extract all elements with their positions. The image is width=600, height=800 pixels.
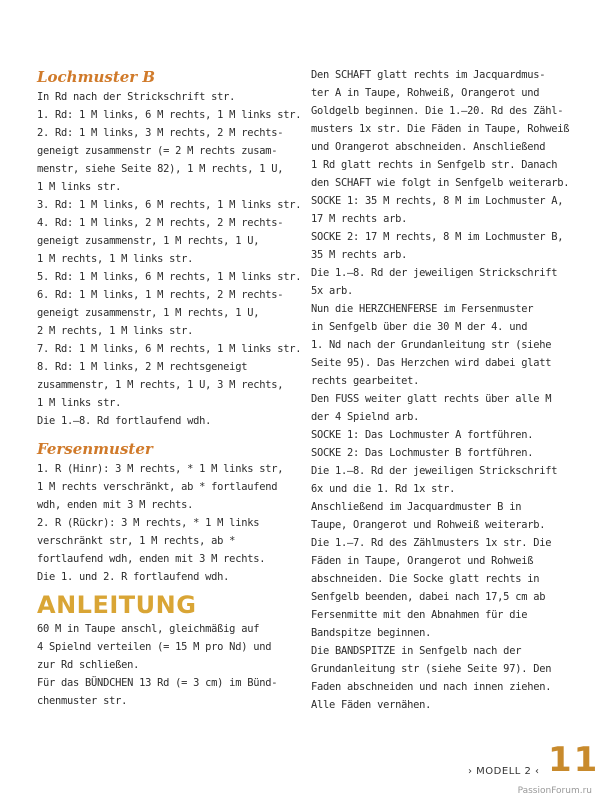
text-line: der 4 Spielnd arb. — [311, 411, 420, 423]
text-line: 60 M in Taupe anschl, gleichmäßig auf — [37, 623, 260, 635]
text-line: 1 Rd glatt rechts in Senfgelb str. Danach — [311, 159, 558, 171]
text-line: abschneiden. Die Socke glatt rechts in — [311, 573, 540, 585]
text-line: geneigt zusammenstr, 1 M rechts, 1 U, — [37, 235, 260, 247]
text-line: wdh, enden mit 3 M rechts. — [37, 499, 194, 511]
text-line: zur Rd schließen. — [37, 659, 140, 671]
text-line: Für das BÜNDCHEN 13 Rd (= 3 cm) im Bünd- — [37, 677, 278, 689]
model-label: › MODELL 2 ‹ — [468, 766, 540, 777]
text-line: In Rd nach der Strickschrift str. — [37, 91, 236, 103]
text-line: Taupe, Orangerot und Rohweiß weiterarb. — [311, 519, 546, 531]
text-line: geneigt zusammenstr, 1 M rechts, 1 U, — [37, 307, 260, 319]
instructions-text — [311, 66, 579, 714]
text-line: Den FUSS weiter glatt rechts über alle M — [311, 393, 552, 405]
text-line: 1. R (Hinr): 3 M rechts, * 1 M links str, — [37, 463, 284, 475]
text-line: Bandspitze beginnen. — [311, 627, 432, 639]
text-line: 4 Spielnd verteilen (= 15 M pro Nd) und — [37, 641, 272, 653]
fersenmuster-heading: Fersenmuster — [37, 440, 153, 458]
text-line: ter A in Taupe, Rohweiß, Orangerot und — [311, 87, 540, 99]
text-line: 5x arb. — [311, 285, 354, 297]
text-line: Fersenmitte mit den Abnahmen für die — [311, 609, 528, 621]
text-line: SOCKE 2: Das Lochmuster B fortführen. — [311, 447, 534, 459]
text-line: chenmuster str. — [37, 695, 128, 707]
text-line: 3. Rd: 1 M links, 6 M rechts, 1 M links str. — [37, 199, 302, 211]
text-line: Die BANDSPITZE in Senfgelb nach der — [311, 645, 522, 657]
text-line: fortlaufend wdh, enden mit 3 M rechts. — [37, 553, 266, 565]
text-line: 1 M links str. — [37, 397, 122, 409]
anleitung-text — [37, 620, 299, 710]
text-line: Die 1.–8. Rd der jeweiligen Strickschrift — [311, 465, 558, 477]
text-line: Goldgelb beginnen. Die 1.–20. Rd des Zähl- — [311, 105, 564, 117]
text-line: 1 M rechts, 1 M links str. — [37, 253, 194, 265]
text-line: Anschließend im Jacquardmuster B in — [311, 501, 522, 513]
text-line: 5. Rd: 1 M links, 6 M rechts, 1 M links str. — [37, 271, 302, 283]
lochmuster-b-heading: Lochmuster B — [37, 68, 156, 86]
text-line: Seite 95). Das Herzchen wird dabei glatt — [311, 357, 552, 369]
text-line: 17 M rechts arb. — [311, 213, 408, 225]
text-line: Faden abschneiden und nach innen ziehen. — [311, 681, 552, 693]
text-line: verschränkt str, 1 M rechts, ab * — [37, 535, 236, 547]
page-number: 11 — [548, 740, 600, 780]
text-line: musters 1x str. Die Fäden in Taupe, Rohweiß — [311, 123, 570, 135]
text-line: 35 M rechts arb. — [311, 249, 408, 261]
text-line: den SCHAFT wie folgt in Senfgelb weiterarb. — [311, 177, 570, 189]
text-line: 1 M links str. — [37, 181, 122, 193]
text-line: 1. Rd: 1 M links, 6 M rechts, 1 M links str. — [37, 109, 302, 121]
text-line: Den SCHAFT glatt rechts im Jacquardmus- — [311, 69, 546, 81]
text-line: 8. Rd: 1 M links, 2 M rechtsgeneigt — [37, 361, 248, 373]
text-line: SOCKE 1: 35 M rechts, 8 M im Lochmuster A, — [311, 195, 564, 207]
text-line: Nun die HERZCHENFERSE im Fersenmuster — [311, 303, 534, 315]
text-line: Senfgelb beenden, dabei nach 17,5 cm ab — [311, 591, 546, 603]
text-line: 2 M rechts, 1 M links str. — [37, 325, 194, 337]
text-line: Die 1.–7. Rd des Zählmusters 1x str. Die — [311, 537, 552, 549]
text-line: SOCKE 1: Das Lochmuster A fortführen. — [311, 429, 534, 441]
text-line: in Senfgelb über die 30 M der 4. und — [311, 321, 528, 333]
text-line: geneigt zusammenstr (= 2 M rechts zusam- — [37, 145, 278, 157]
text-line: 6x und die 1. Rd 1x str. — [311, 483, 456, 495]
watermark: PassionForum.ru — [517, 786, 592, 796]
text-line: 1. Nd nach der Grundanleitung str (siehe — [311, 339, 552, 351]
fersenmuster-text — [37, 460, 299, 586]
text-line: 4. Rd: 1 M links, 2 M rechts, 2 M rechts- — [37, 217, 284, 229]
text-line: 7. Rd: 1 M links, 6 M rechts, 1 M links str. — [37, 343, 302, 355]
text-line: Die 1.–8. Rd fortlaufend wdh. — [37, 415, 212, 427]
text-line: und Orangerot abschneiden. Anschließend — [311, 141, 546, 153]
text-line: 2. Rd: 1 M links, 3 M rechts, 2 M rechts- — [37, 127, 284, 139]
text-line: Alle Fäden vernähen. — [311, 699, 432, 711]
text-line: Grundanleitung str (siehe Seite 97). Den — [311, 663, 552, 675]
right-column — [311, 66, 579, 714]
anleitung-heading: ANLEITUNG — [37, 591, 197, 619]
text-line: Die 1. und 2. R fortlaufend wdh. — [37, 571, 230, 583]
text-line: 2. R (Rückr): 3 M rechts, * 1 M links — [37, 517, 260, 529]
text-line: 6. Rd: 1 M links, 1 M rechts, 2 M rechts- — [37, 289, 284, 301]
text-line: rechts gearbeitet. — [311, 375, 420, 387]
lochmuster-b-text — [37, 88, 302, 430]
left-column — [37, 66, 302, 710]
text-line: Fäden in Taupe, Orangerot und Rohweiß — [311, 555, 534, 567]
text-line: Die 1.–8. Rd der jeweiligen Strickschrift — [311, 267, 558, 279]
text-line: menstr, siehe Seite 82), 1 M rechts, 1 U, — [37, 163, 284, 175]
text-line: zusammenstr, 1 M rechts, 1 U, 3 M rechts, — [37, 379, 284, 391]
text-line: SOCKE 2: 17 M rechts, 8 M im Lochmuster B, — [311, 231, 564, 243]
text-line: 1 M rechts verschränkt, ab * fortlaufend — [37, 481, 278, 493]
